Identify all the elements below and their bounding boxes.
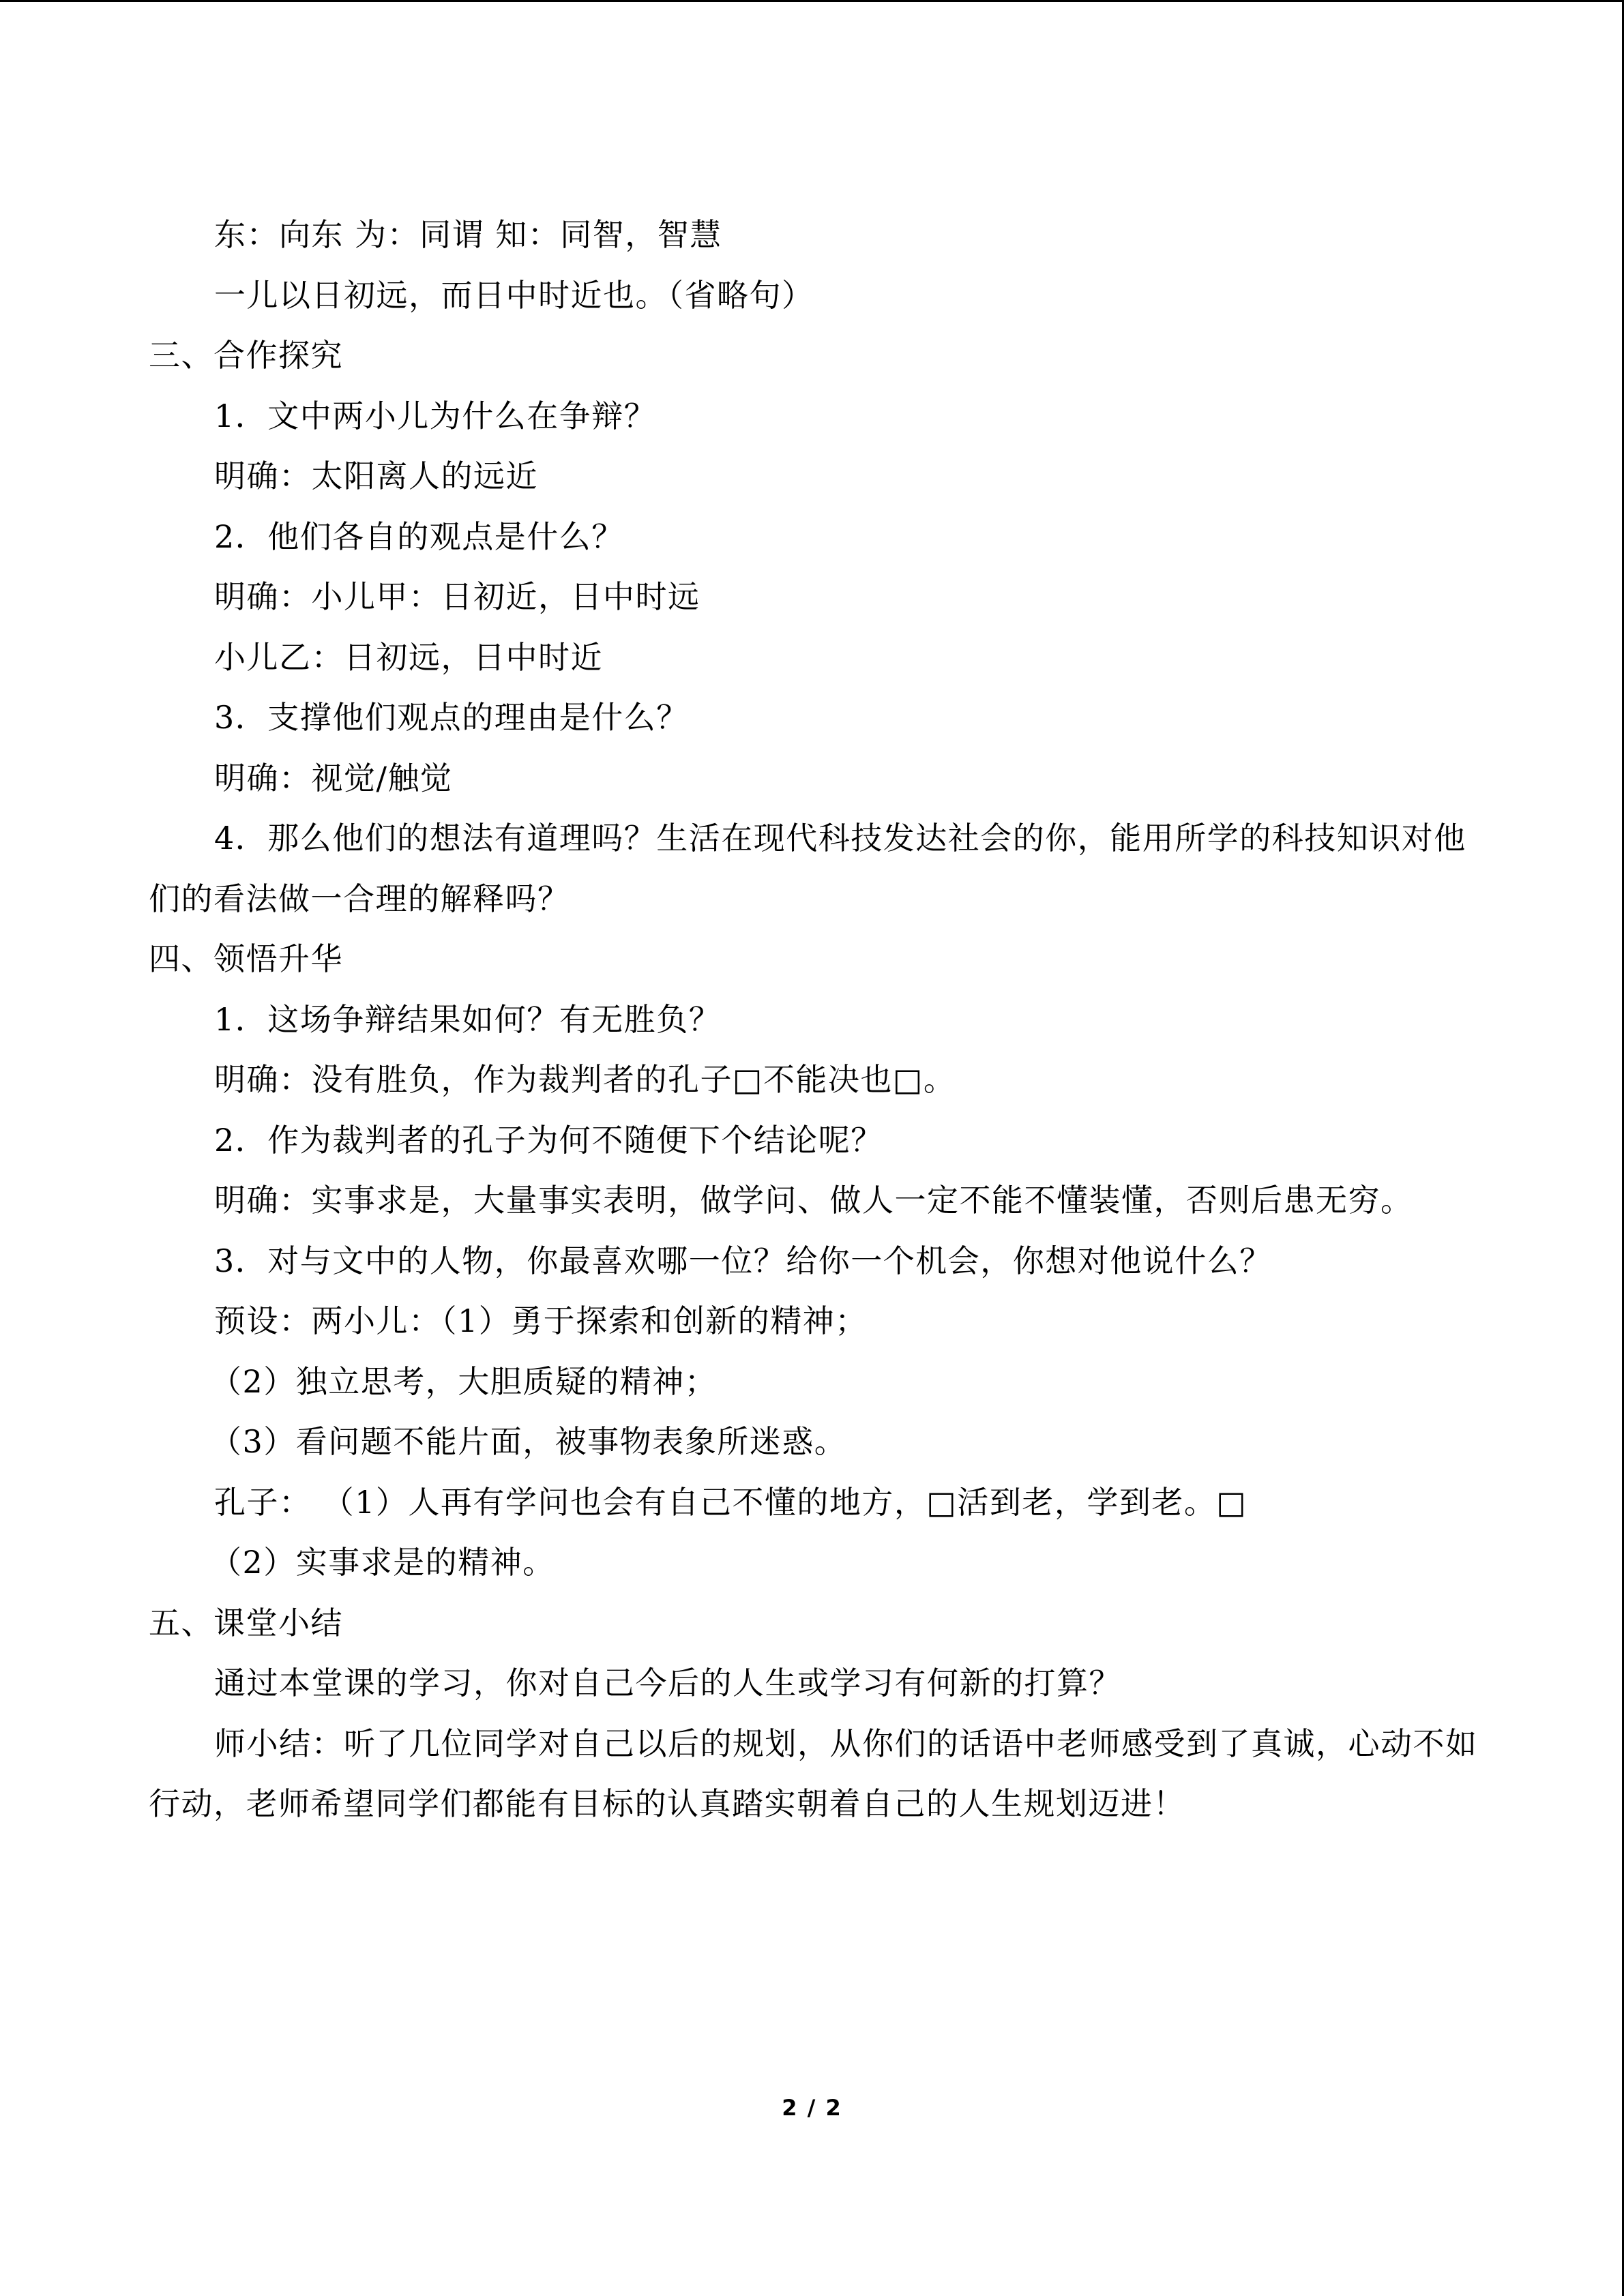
section-heading-4: 四、领悟升华 [149,940,343,977]
answer-5: 明确：没有胜负，作为裁判者的孔子□不能决也□。 [214,1061,956,1098]
answer-6: 明确：实事求是，大量事实表明，做学问、做人一定不能不懂装懂，否则后患无穷。 [214,1182,1413,1219]
teacher-summary: 师小结：听了几位同学对自己以后的规划，从你们的话语中老师感受到了真诚，心动不如行动，老师希望同学们都能有目标的认真踏实朝着自己的人生规划迈进！ [149,1725,1478,1822]
answer-1: 明确：太阳离人的远近 [214,458,538,494]
answer-7d: 孔子： （1）人再有学问也会有自己不懂的地方，□活到老，学到老。□ [214,1483,1247,1521]
answer-7a: 预设：两小儿：（1）勇于探索和创新的精神； [214,1302,868,1339]
question-8: 通过本堂课的学习，你对自己今后的人生或学习有何新的打算？ [214,1665,1121,1701]
answer-7b: （2）独立思考，大胆质疑的精神； [210,1362,718,1400]
answer-7c: （3）看问题不能片面，被事物表象所迷惑。 [210,1423,847,1460]
sentence-note: 一儿以日初远，而日中时近也。（省略句） [214,276,814,314]
question-5: 1．这场争辩结果如何？有无胜负？ [214,1000,722,1038]
question-1: 1．文中两小儿为什么在争辩？ [214,397,657,434]
answer-7e: （2）实事求是的精神。 [210,1544,555,1581]
question-3: 3．支撑他们观点的理由是什么？ [214,699,689,736]
page-number: 2 / 2 [782,2095,842,2121]
question-4: 4．那么他们的想法有道理吗？生活在现代科技发达社会的你，能用所学的科技知识对他们的看法做一合理的解释吗？ [149,820,1466,917]
answer-2b: 小儿乙：日初远，日中时近 [214,638,603,676]
answer-2a: 明确：小儿甲：日初近，日中时远 [214,578,700,615]
document-body [149,205,1479,1834]
question-7: 3．对与文中的人物，你最喜欢哪一位？给你一个机会，你想对他说什么？ [214,1242,1272,1279]
section-heading-5: 五、课堂小结 [149,1604,343,1641]
answer-3: 明确：视觉/触觉 [214,759,453,796]
section-heading-3: 三、合作探究 [149,337,343,374]
question-6: 2．作为裁判者的孔子为何不随便下个结论呢？ [214,1121,883,1159]
vocab-notes: 东：向东 为：同谓 知：同智，智慧 [214,216,722,253]
question-2: 2．他们各自的观点是什么？ [214,518,624,555]
